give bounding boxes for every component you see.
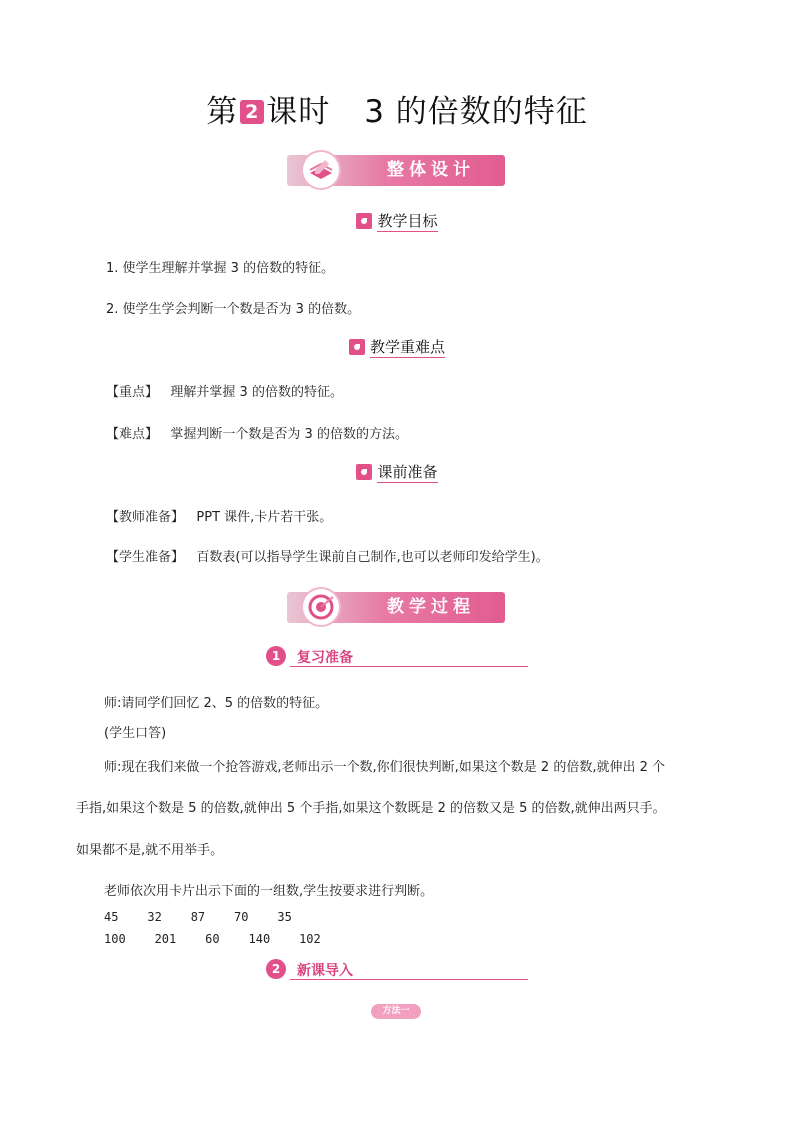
- design-banner: [287, 155, 505, 186]
- step-heading-intro: [266, 959, 528, 981]
- step-label: 新课导入: [297, 963, 353, 979]
- step-number: 2: [266, 959, 286, 979]
- book-icon: [301, 150, 341, 190]
- lesson-number-badge: 2: [240, 100, 264, 124]
- review-line: 如果都不是,就不用举手。: [76, 843, 224, 858]
- focus-text: 理解并掌握 3 的倍数的特征。: [170, 385, 343, 400]
- difficulty-line: [106, 423, 408, 442]
- objective-item: 1. 使学生理解并掌握 3 的倍数的特征。: [106, 261, 335, 276]
- title-prefix: 第: [206, 94, 239, 130]
- review-line: 师:现在我们来做一个抢答游戏,老师出示一个数,你们很快判断,如果这个数是 2 的倍数,就伸出 2 个: [104, 760, 665, 775]
- student-prep-line: [106, 546, 549, 565]
- flag-icon: [356, 213, 372, 229]
- review-line: 手指,如果这个数是 5 的倍数,就伸出 5 个手指,如果这个数既是 2 的倍数又是 5 的倍数,就伸出两只手。: [76, 801, 666, 816]
- process-banner-label: 教学过程: [387, 597, 475, 617]
- target-icon: [301, 587, 341, 627]
- difficulty-tag: 【难点】: [106, 427, 159, 442]
- teacher-prep-text: PPT 课件,卡片若干张。: [196, 510, 333, 525]
- review-line: 老师依次用卡片出示下面的一组数,学生按要求进行判断。: [104, 884, 434, 899]
- lesson-title: [0, 86, 794, 131]
- flag-icon: [356, 464, 372, 480]
- prep-heading: 课前准备: [0, 461, 794, 482]
- key-points-heading: 教学重难点: [0, 336, 794, 357]
- title-suffix: 课时: [266, 94, 331, 130]
- teacher-prep-line: [106, 506, 332, 525]
- step-heading-review: [266, 646, 528, 668]
- focus-tag: 【重点】: [106, 385, 159, 400]
- title-topic: 3 的倍数的特征: [364, 94, 588, 130]
- step-number: 1: [266, 646, 286, 666]
- objective-item: 2. 使学生学会判断一个数是否为 3 的倍数。: [106, 302, 361, 317]
- design-banner-label: 整体设计: [387, 160, 475, 180]
- difficulty-text: 掌握判断一个数是否为 3 的倍数的方法。: [170, 427, 408, 442]
- student-prep-text: 百数表(可以指导学生课前自己制作,也可以老师印发给学生)。: [196, 550, 549, 565]
- method-label: 方法一: [371, 1004, 421, 1019]
- review-line: (学生口答): [104, 726, 167, 741]
- number-row: 45 32 87 70 35: [104, 910, 292, 924]
- focus-line: [106, 381, 343, 400]
- number-row: 100 201 60 140 102: [104, 932, 321, 946]
- step-label: 复习准备: [297, 650, 353, 666]
- flag-icon: [349, 339, 365, 355]
- process-banner: [287, 592, 505, 623]
- student-prep-tag: 【学生准备】: [106, 550, 185, 565]
- review-line: 师:请同学们回忆 2、5 的倍数的特征。: [104, 696, 329, 711]
- teacher-prep-tag: 【教师准备】: [106, 510, 185, 525]
- objectives-heading: 教学目标: [0, 210, 794, 231]
